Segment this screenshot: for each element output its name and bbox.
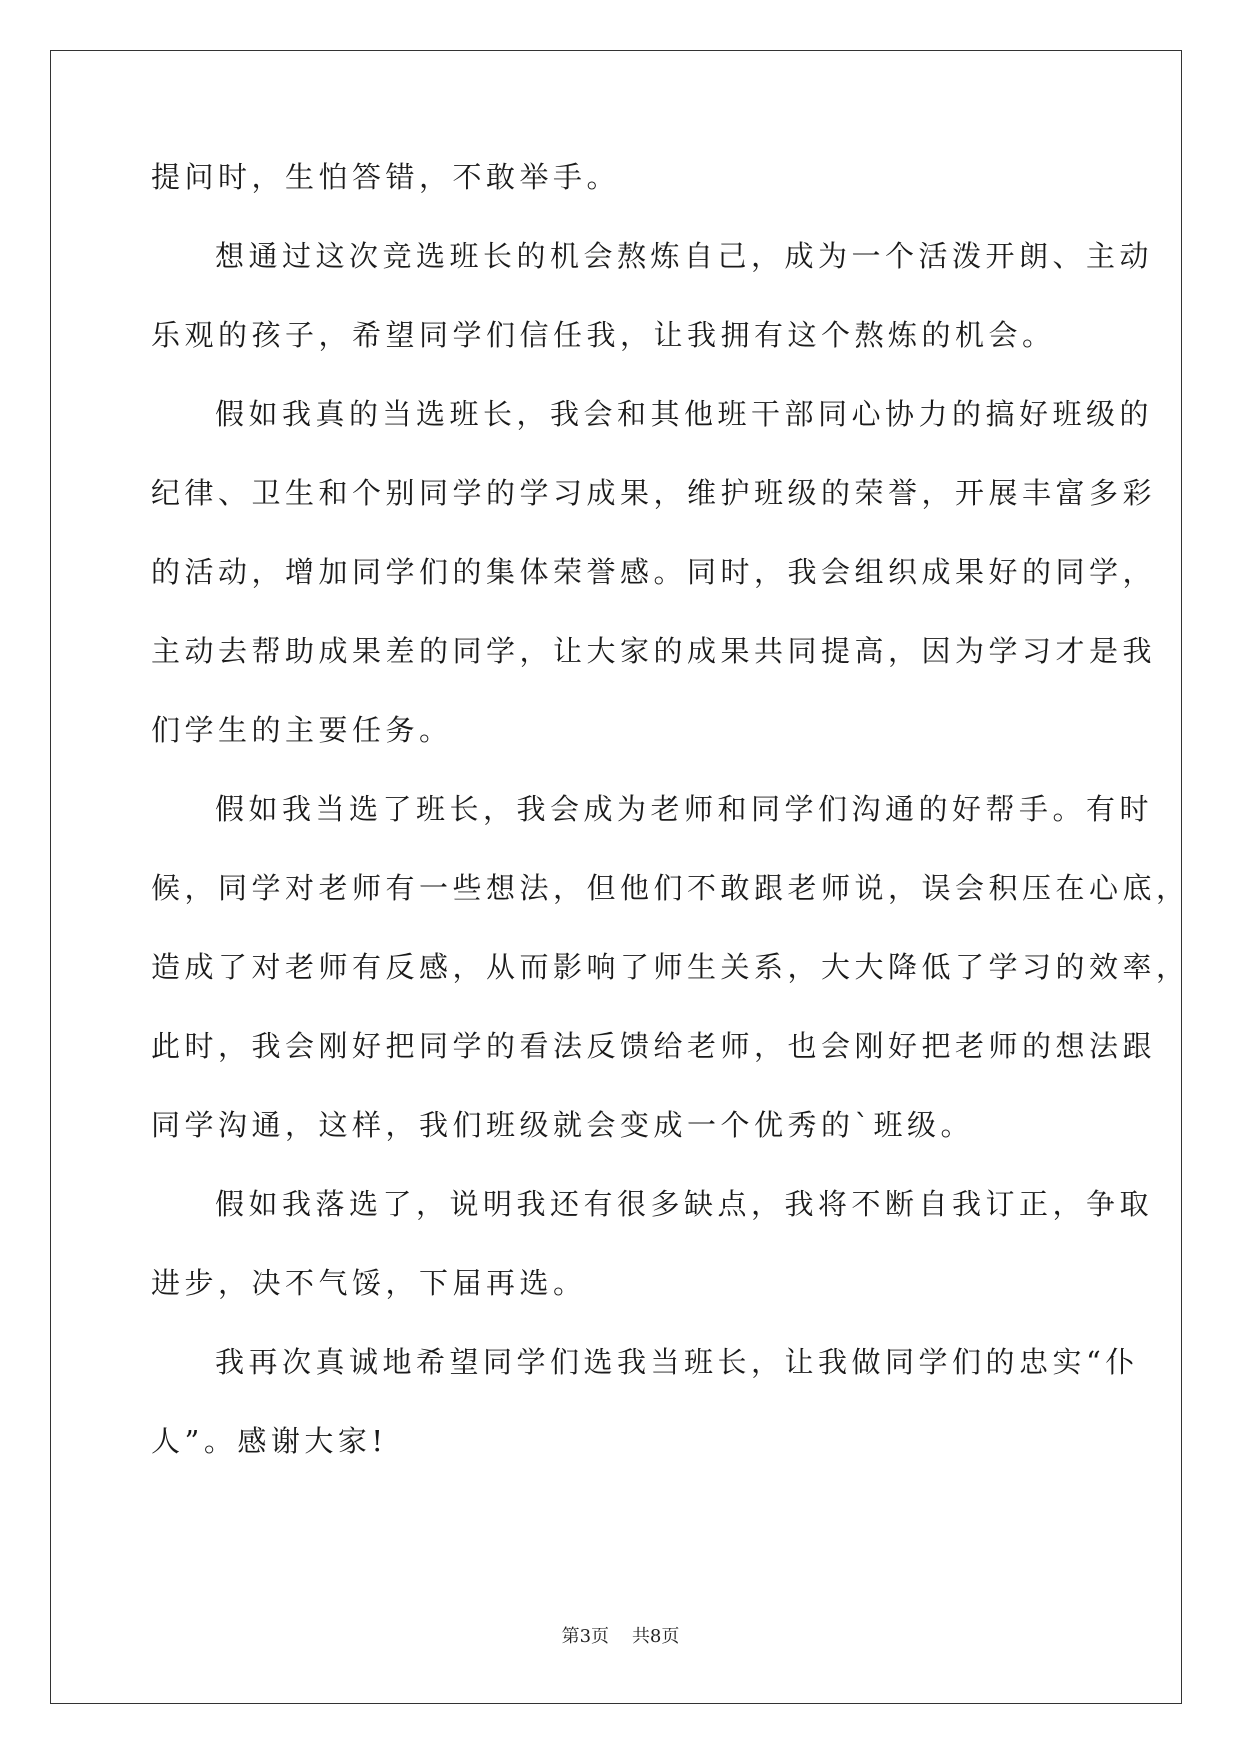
- text-line: 乐观的孩子，希望同学们信任我，让我拥有这个熬炼的机会。: [151, 318, 1056, 352]
- text-line: 的活动，增加同学们的集体荣誉感。同时，我会组织成果好的同学，: [151, 555, 1157, 589]
- page-number: 第3页: [561, 1626, 610, 1647]
- text-line: 造成了对老师有反感，从而影响了师生关系，大大降低了学习的效率，: [151, 950, 1190, 984]
- text-line: 假如我落选了，说明我还有很多缺点，我将不断自我订正，争取: [215, 1187, 1154, 1221]
- text-line: 纪律、卫生和个别同学的学习成果，维护班级的荣誉，开展丰富多彩: [151, 476, 1157, 510]
- page-footer: [0, 1622, 1241, 1648]
- text-line: 假如我当选了班长，我会成为老师和同学们沟通的好帮手。有时: [215, 792, 1154, 826]
- document-body: [151, 158, 1190, 1481]
- text-line: 我再次真诚地希望同学们选我当班长，让我做同学们的忠实“仆: [215, 1345, 1139, 1379]
- text-line: 提问时，生怕答错，不敢举手。: [151, 160, 621, 194]
- text-line: 假如我真的当选班长，我会和其他班干部同心协力的搞好班级的: [215, 397, 1154, 431]
- text-line: 此时，我会刚好把同学的看法反馈给老师，也会刚好把老师的想法跟: [151, 1029, 1157, 1063]
- text-line: 们学生的主要任务。: [151, 713, 453, 747]
- text-line: 人”。感谢大家!: [151, 1424, 388, 1458]
- text-line: 候，同学对老师有一些想法，但他们不敢跟老师说，误会积压在心底，: [151, 871, 1190, 905]
- text-line: 进步，决不气馁，下届再选。: [151, 1266, 587, 1300]
- text-line: 同学沟通，这样，我们班级就会变成一个优秀的`班级。: [151, 1108, 975, 1142]
- text-line: 想通过这次竞选班长的机会熬炼自己，成为一个活泼开朗、主动: [215, 239, 1154, 273]
- page-total: 共8页: [631, 1626, 680, 1647]
- text-line: 主动去帮助成果差的同学，让大家的成果共同提高，因为学习才是我: [151, 634, 1157, 668]
